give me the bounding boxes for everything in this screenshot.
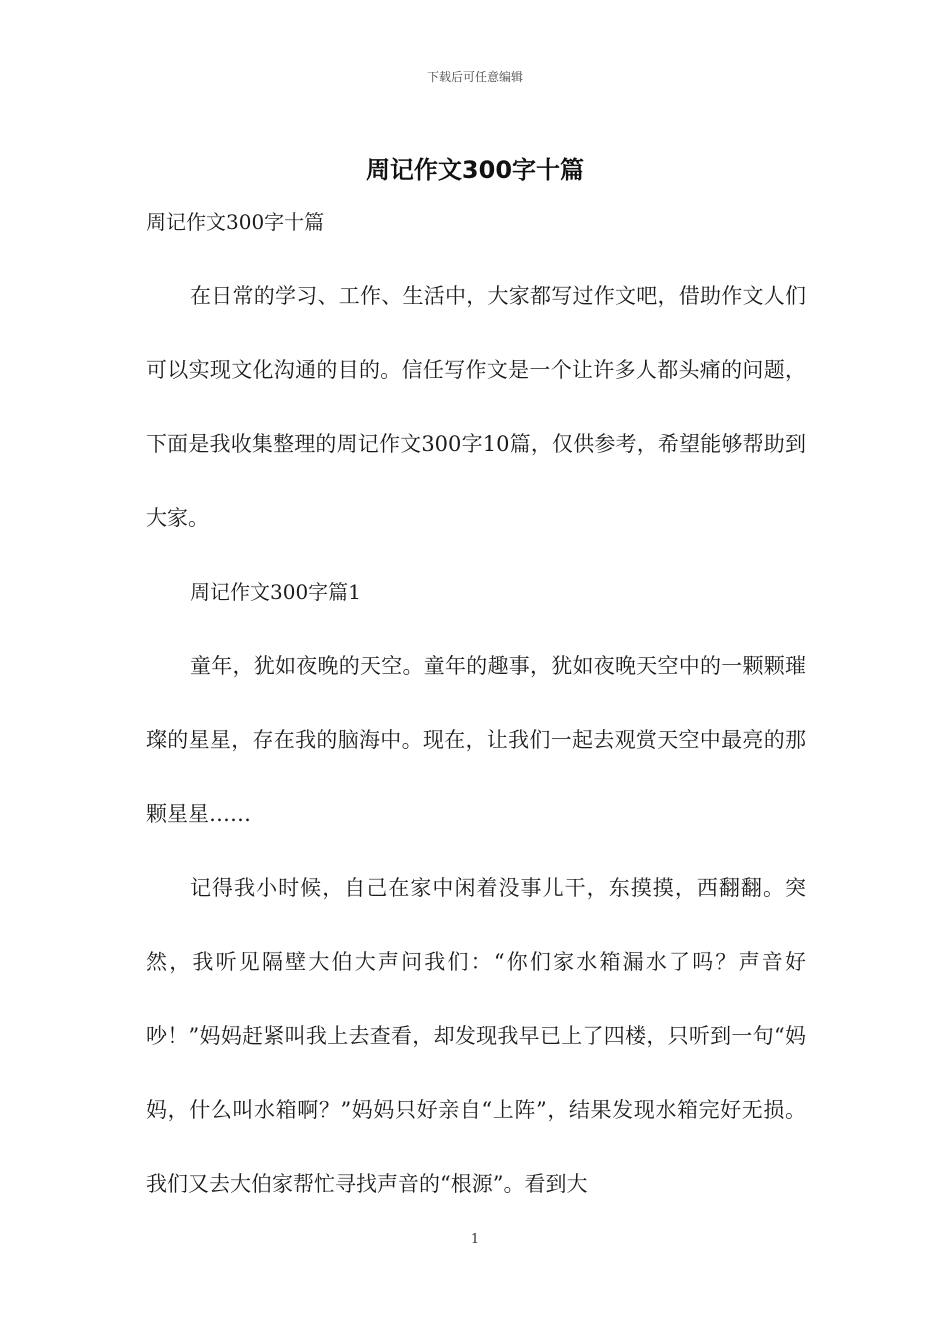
page-number: 1	[470, 1232, 480, 1247]
section-heading: 周记作文300字篇1	[190, 580, 361, 604]
page-header-note: 下载后可任意编辑	[426, 70, 523, 84]
body-paragraph-2: 记得我小时候，自己在家中闲着没事儿干，东摸摸，西翻翻。突然，我听见隔壁大伯大声问我们：“你们家水箱漏水了吗？声音好吵！”妈妈赶紧叫我上去查看，却发现我早已上了四楼，只听到一句“妈妈，什么叫水箱啊？”妈妈只好亲自“上阵”，结果发现水箱完好无损。我们又去大伯家帮忙寻找声音的“根源”。看到大	[146, 876, 806, 1196]
intro-paragraph: 在日常的学习、工作、生活中，大家都写过作文吧，借助作文人们可以实现文化沟通的目的。信任写作文是一个让许多人都头痛的问题，下面是我收集整理的周记作文300字10篇，仅供参考，希望能够帮助到大家。	[146, 284, 806, 530]
body-paragraph-1: 童年，犹如夜晚的天空。童年的趣事，犹如夜晚天空中的一颗颗璀璨的星星，存在我的脑海中。现在，让我们一起去观赏天空中最亮的那颗星星……	[146, 654, 806, 826]
document-body	[146, 204, 806, 1221]
document-subtitle: 周记作文300字十篇	[146, 210, 325, 234]
document-title: 周记作文300字十篇	[365, 156, 585, 184]
